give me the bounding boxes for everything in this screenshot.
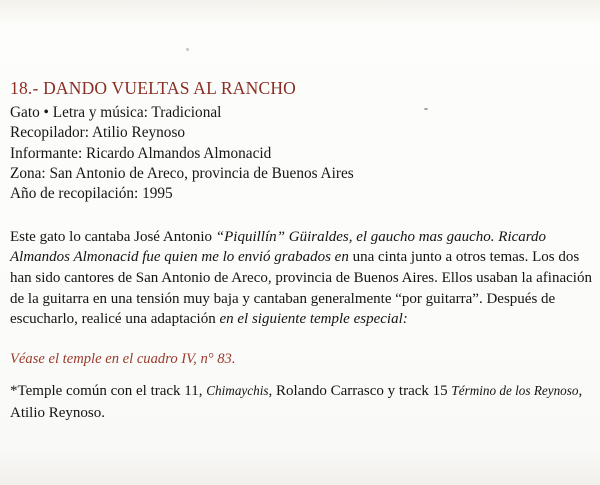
paragraph-segment-3: una cinta junto a otros temas. Los dos han sido cantores de San Antonio de Areco, provincia de Buenos Aires. Ellos usaban la afinación de la guitarra en una tensión muy baja y cantaban generalmente “por guitarra”. Después de escucharlo, realicé una adaptación	[10, 249, 592, 328]
footnote-segment-1: *Temple común con el track 11,	[10, 383, 207, 399]
paragraph-segment-2-italic: “Piquillín” Güiraldes, el gaucho mas gaucho. Ricardo Almandos Almonacid fue quien me lo envió grabados en	[10, 228, 547, 266]
document-content	[10, 78, 592, 425]
paragraph-segment-4-italic: en el siguiente temple especial:	[219, 311, 408, 328]
footnote-segment-3: , Rolando Carrasco y track 15	[268, 383, 452, 399]
footnote-segment-5: , Atilio Reynoso.	[10, 383, 583, 421]
footnote-track-11-title: Chimaychis	[206, 383, 269, 398]
metadata-informant: Informante: Ricardo Almandos Almonacid	[10, 144, 272, 162]
paper-speck-icon	[186, 48, 189, 51]
song-title: 18.- DANDO VUELTAS AL RANCHO	[10, 78, 296, 98]
metadata-genre-author: Gato • Letra y música: Tradicional	[10, 103, 222, 121]
temple-reference-note: Véase el temple en el cuadro IV, n° 83.	[10, 351, 236, 368]
commentary-paragraph	[10, 227, 592, 330]
paragraph-segment-1: Este gato lo cantaba José Antonio	[10, 228, 216, 245]
footnote	[10, 381, 592, 425]
footnote-track-15-title: Término de los Reynoso	[451, 383, 579, 398]
metadata-compiler: Recopilador: Atilio Reynoso	[10, 124, 186, 142]
metadata-year: Año de recopilación: 1995	[10, 185, 173, 203]
song-metadata	[10, 103, 592, 205]
metadata-zone: Zona: San Antonio de Areco, provincia de Buenos Aires	[10, 164, 354, 182]
